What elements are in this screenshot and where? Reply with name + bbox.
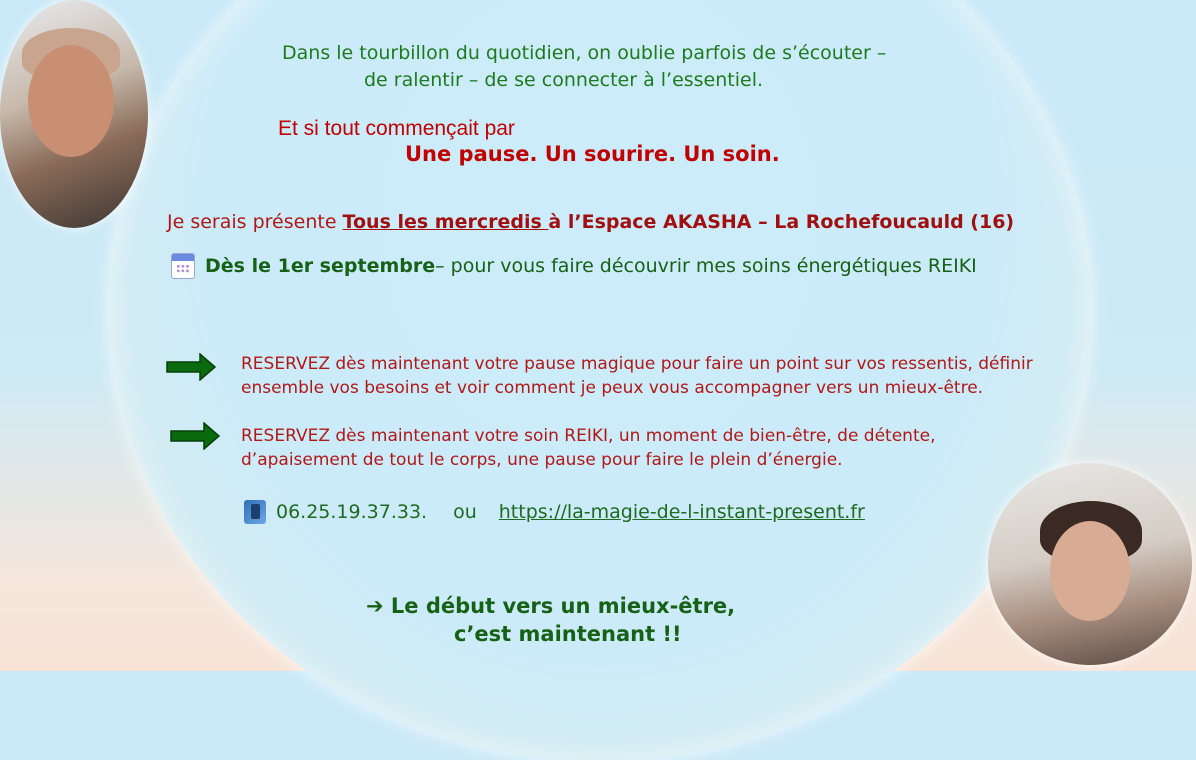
intro-line-2: de ralentir – de se connecter à l’essentiel.: [364, 69, 764, 91]
website-link[interactable]: https://la-magie-de-l-instant-present.fr: [498, 501, 865, 523]
closing-text: [366, 592, 735, 648]
reservation-2-line-1: RESERVEZ dès maintenant votre soin REIKI, un moment de bien-être, de détente,: [241, 426, 936, 446]
question-line-1: Et si tout commençait par: [278, 117, 515, 140]
calendar-icon: [171, 253, 195, 279]
september-text: – pour vous faire découvrir mes soins énergétiques REIKI: [435, 255, 977, 277]
reservation-1-line-2: ensemble vos besoins et voir comment je peux vous accompagner vers un mieux-être.: [241, 378, 984, 398]
presence-place: à l’Espace AKASHA – La Rochefoucauld (16): [548, 211, 1015, 233]
intro-text: [282, 40, 886, 94]
september-date: Dès le 1er septembre: [205, 255, 436, 277]
contact-line: [244, 500, 865, 524]
presence-text: [167, 211, 1014, 233]
question-line-2: Une pause. Un sourire. Un soin.: [405, 142, 780, 166]
presence-prefix: Je serais présente: [167, 211, 343, 233]
closing-line-2: c’est maintenant !!: [454, 622, 682, 646]
mobile-phone-icon: [244, 500, 266, 524]
closing-line-1: ➔ Le début vers un mieux-être,: [366, 594, 736, 618]
face: [1050, 521, 1130, 621]
or-label: ou: [453, 501, 477, 523]
portrait-photo-top-left: [0, 0, 148, 228]
reservation-item-2: [241, 424, 936, 472]
reservation-2-line-2: d’apaisement de tout le corps, une pause pour faire le plein d’énergie.: [241, 450, 843, 470]
green-arrow-icon: [166, 353, 216, 381]
intro-line-1: Dans le tourbillon du quotidien, on oublie parfois de s’écouter –: [282, 42, 887, 64]
september-line: [171, 253, 977, 279]
reservation-1-line-1: RESERVEZ dès maintenant votre pause magique pour faire un point sur vos ressentis, définir: [241, 354, 1033, 374]
reservation-item-1: [241, 352, 1033, 400]
green-arrow-icon: [170, 422, 220, 450]
phone-number[interactable]: 06.25.19.37.33.: [276, 501, 428, 523]
face: [28, 45, 114, 157]
portrait-photo-bottom-right: [988, 463, 1192, 665]
presence-days: Tous les mercredis: [342, 211, 549, 233]
